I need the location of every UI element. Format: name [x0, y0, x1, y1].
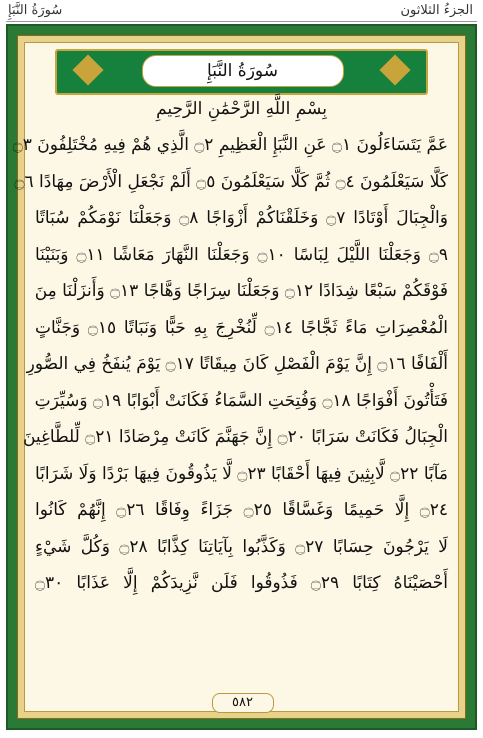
verse-line: عَمَّ يَتَسَاءَلُونَ ۝١ عَنِ النَّبَإِ الْعَظِيمِ ۝٢ الَّذِي هُمْ فِيهِ مُخْتَلِفُونَ ۝٣ — [12, 135, 448, 155]
verse-line: مَآبًا ۝٢٢ لَّابِثِينَ فِيهَا أَحْقَابًا ۝٢٣ لَّا يَذُوقُونَ فِيهَا بَرْدًا وَلَا شَرَابًا — [35, 463, 449, 484]
verse-line: لَا يَرْجُونَ حِسَابًا ۝٢٧ وَكَذَّبُوا بِآيَاتِنَا كِذَّابًا ۝٢٨ وَكُلَّ شَيْءٍ — [35, 536, 449, 557]
verse-line: ۝٩ وَجَعَلْنَا اللَّيْلَ لِبَاسًا ۝١٠ وَجَعَلْنَا النَّهَارَ مَعَاشًا ۝١١ وَبَنَيْنَا — [35, 244, 448, 265]
basmala: بِسْمِ اللَّهِ الرَّحْمَٰنِ الرَّحِيمِ — [156, 99, 327, 119]
header-divider — [6, 21, 477, 22]
surah-title: سُورَةُ النَّبَإِ — [142, 55, 344, 87]
verse-line: الْمُعْصِرَاتِ مَاءً ثَجَّاجًا ۝١٤ لِّنُخْرِجَ بِهِ حَبًّا وَنَبَاتًا ۝١٥ وَجَنَّاتٍ — [35, 317, 449, 338]
verse-line: فَوْقَكُمْ سَبْعًا شِدَادًا ۝١٢ وَجَعَلْنَا سِرَاجًا وَهَّاجًا ۝١٣ وَأَنزَلْنَا مِنَ — [34, 281, 448, 301]
verse-line: أَحْصَيْنَاهُ كِتَابًا ۝٢٩ فَذُوقُوا فَلَن نَّزِيدَكُمْ إِلَّا عَذَابًا ۝٣٠ — [35, 573, 448, 593]
page-frame — [6, 24, 477, 730]
verse-line: وَالْجِبَالَ أَوْتَادًا ۝٧ وَخَلَقْنَاكُمْ أَزْوَاجًا ۝٨ وَجَعَلْنَا نَوْمَكُمْ سُبَاتًا — [35, 208, 448, 228]
banner-ornament-icon — [379, 54, 410, 85]
banner-ornament-icon — [72, 54, 103, 85]
frame-inner-border — [12, 35, 466, 719]
mushaf-page — [12, 42, 459, 712]
surah-banner — [55, 49, 428, 95]
header-juz-label: الجزءُ الثلاثون — [400, 3, 473, 18]
verse-line: أَلْفَافًا ۝١٦ إِنَّ يَوْمَ الْفَصْلِ كَانَ مِيقَاتًا ۝١٧ يَوْمَ يُنفَخُ فِي الصُّورِ — [26, 354, 448, 374]
header-surah-name: سُورَةُ النَّبَإِ — [8, 3, 63, 18]
verse-line: فَتَأْتُونَ أَفْوَاجًا ۝١٨ وَفُتِحَتِ السَّمَاءُ فَكَانَتْ أَبْوَابًا ۝١٩ وَسُيِّرَتِ — [34, 390, 448, 411]
page-header — [0, 0, 483, 22]
verse-lines — [12, 127, 449, 602]
page-number: ٥٨٢ — [212, 693, 274, 713]
verse-line: ۝٢٤ إِلَّا حَمِيمًا وَغَسَّاقًا ۝٢٥ جَزَاءً وِفَاقًا ۝٢٦ إِنَّهُمْ كَانُوا — [35, 500, 449, 520]
verse-line: كَلَّا سَيَعْلَمُونَ ۝٤ ثُمَّ كَلَّا سَيَعْلَمُونَ ۝٥ أَلَمْ نَجْعَلِ الْأَرْضَ مِهَادًا ۝٦ — [14, 171, 448, 192]
verse-line: الْجِبَالُ فَكَانَتْ سَرَابًا ۝٢٠ إِنَّ جَهَنَّمَ كَانَتْ مِرْصَادًا ۝٢١ لِّلطَّاغِينَ — [22, 427, 448, 447]
